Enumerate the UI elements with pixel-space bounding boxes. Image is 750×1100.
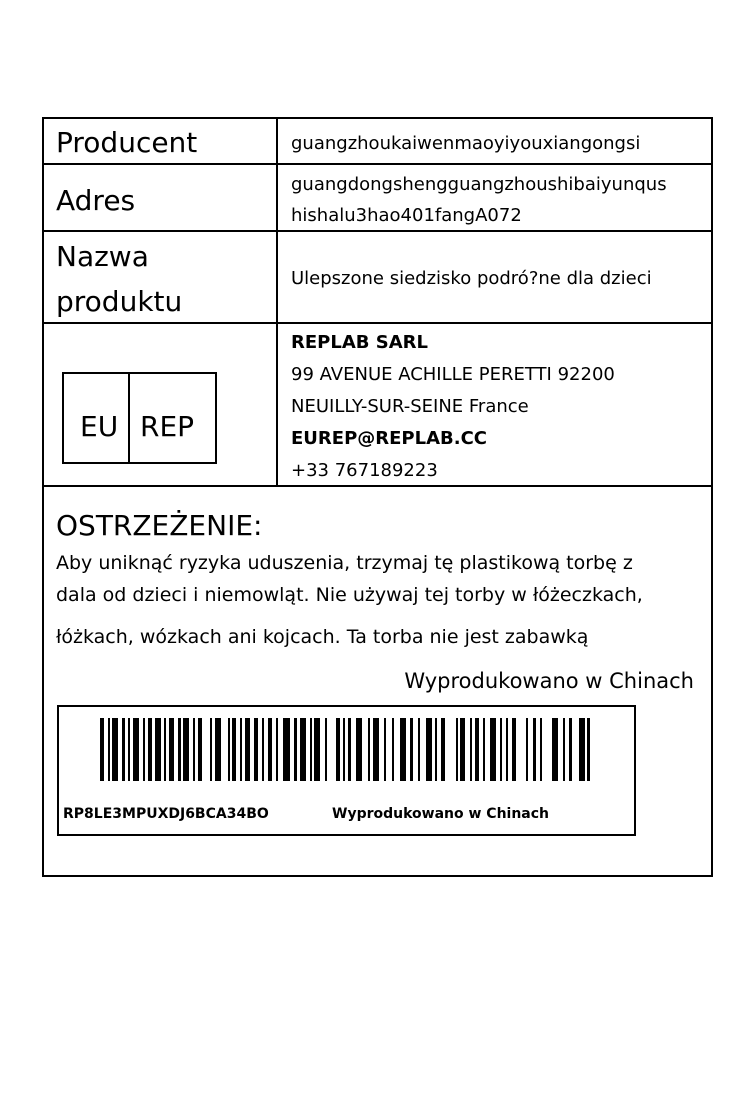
barcode-bars — [100, 718, 592, 782]
producer-heading: Producent — [56, 126, 198, 159]
made-in-text: Wyprodukowano w Chinach — [404, 669, 694, 693]
row-divider — [42, 322, 711, 324]
row-divider — [42, 485, 711, 487]
barcode-code: RP8LE3MPUXDJ6BCA34BO — [63, 806, 269, 822]
warning-line-3: łóżkach, wózkach ani kojcach. Ta torba nie jest zabawką — [56, 626, 589, 648]
address-heading: Adres — [56, 184, 136, 217]
row-divider — [42, 230, 711, 232]
warning-title: OSTRZEŻENIE: — [56, 509, 263, 542]
product-name-value: Ulepszone siedzisko podró?ne dla dzieci — [291, 268, 652, 289]
product-name-heading-2: produktu — [56, 285, 183, 318]
eu-rep-badge-eu: EU — [80, 410, 119, 443]
row-divider — [42, 163, 711, 165]
rep-company: REPLAB SARL — [291, 332, 428, 353]
eu-rep-badge-rep: REP — [140, 410, 195, 443]
rep-address-2: NEUILLY-SUR-SEINE France — [291, 396, 529, 417]
rep-address-1: 99 AVENUE ACHILLE PERETTI 92200 — [291, 364, 615, 385]
product-name-heading-1: Nazwa — [56, 240, 149, 273]
eu-rep-badge-divider — [128, 372, 130, 464]
address-line-1: guangdongshengguangzhoushibaiyunqus — [291, 174, 667, 195]
column-divider — [276, 117, 278, 487]
address-line-2: hishalu3hao401fangA072 — [291, 205, 522, 226]
producer-value: guangzhoukaiwenmaoyiyouxiangongsi — [291, 133, 641, 154]
rep-email: EUREP@REPLAB.CC — [291, 428, 487, 449]
barcode-made-in: Wyprodukowano w Chinach — [332, 806, 550, 822]
rep-phone: +33 767189223 — [291, 460, 438, 481]
warning-line-1: Aby uniknąć ryzyka uduszenia, trzymaj tę plastikową torbę z — [56, 552, 633, 574]
warning-line-2: dala od dzieci i niemowląt. Nie używaj tej torby w łóżeczkach, — [56, 584, 643, 606]
